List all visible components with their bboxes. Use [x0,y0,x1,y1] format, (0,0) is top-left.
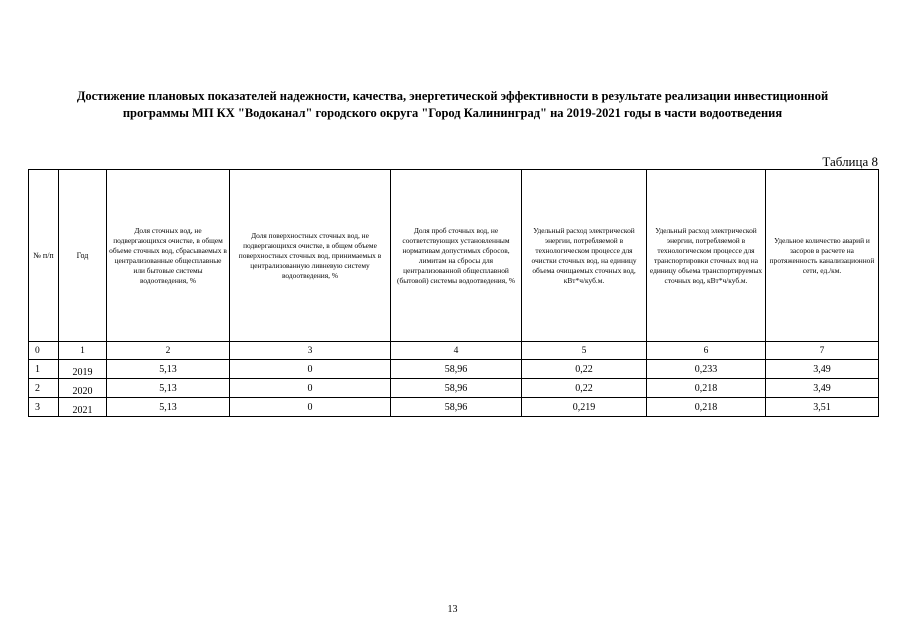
value-cell: 0,219 [522,398,647,417]
value-cell: 3,49 [766,360,879,379]
value-cell: 0 [230,360,391,379]
value-cell: 0 [230,379,391,398]
value-cell: 0 [230,398,391,417]
table-row [29,379,879,398]
column-number-row [29,342,879,360]
column-number-cell: 6 [647,342,766,360]
document-title [20,88,885,122]
header-cell-index: № п/п [29,170,59,342]
header-cell-energy-transport: Удельный расход электрической энергии, потребляемой в технологическом процессе для транспортировки сточных вод на единицу объема транспортируемых сточных вод, кВт*ч/куб.м. [647,170,766,342]
table-row [29,360,879,379]
table-row [29,398,879,417]
value-cell: 0,233 [647,360,766,379]
column-number-cell: 2 [107,342,230,360]
row-index-cell: 2 [29,379,59,398]
year-cell: 2021 [59,398,107,417]
value-cell: 58,96 [391,398,522,417]
page-number: 13 [447,604,458,615]
indicators-table [28,169,879,417]
column-number-cell: 1 [59,342,107,360]
column-number-cell: 4 [391,342,522,360]
header-cell-noncompliant-samples: Доля проб сточных вод, не соответствующих установленным нормативам допустимых сбросов, лимитам на сбросы для централизованной общесплавной (бытовой) системы водоотведения, % [391,170,522,342]
value-cell: 0,22 [522,379,647,398]
year-cell: 2019 [59,360,107,379]
header-cell-energy-treatment: Удельный расход электрической энергии, потребляемой в технологическом процессе для очистки сточных вод, на единицу объема очищаемых сточных вод, кВт*ч/куб.м. [522,170,647,342]
value-cell: 5,13 [107,360,230,379]
header-cell-accidents: Удельное количество аварий и засоров в расчете на протяженность канализационной сети, ед./км. [766,170,879,342]
column-number-cell: 0 [29,342,59,360]
year-cell: 2020 [59,379,107,398]
header-cell-untreated-share: Доля сточных вод, не подвергающихся очистке, в общем объеме сточных вод, сбрасываемых в централизованные общесплавные или бытовые системы водоотведения, % [107,170,230,342]
column-number-cell: 5 [522,342,647,360]
row-index-cell: 1 [29,360,59,379]
value-cell: 0,218 [647,398,766,417]
value-cell: 0,22 [522,360,647,379]
value-cell: 3,49 [766,379,879,398]
value-cell: 0,218 [647,379,766,398]
row-index-cell: 3 [29,398,59,417]
value-cell: 58,96 [391,360,522,379]
value-cell: 58,96 [391,379,522,398]
value-cell: 5,13 [107,398,230,417]
column-number-cell: 7 [766,342,879,360]
value-cell: 5,13 [107,379,230,398]
title-line-2: программы МП КХ "Водоканал" городского округа "Город Калининград" на 2019-2021 годы в части водоотведения [122,106,783,120]
column-number-cell: 3 [230,342,391,360]
header-cell-surface-untreated-share: Доля поверхностных сточных вод, не подвергающихся очистке, в общем объеме поверхностных сточных вод, принимаемых в централизованную ливневую систему водоотведения, % [230,170,391,342]
value-cell: 3,51 [766,398,879,417]
header-cell-year: Год [59,170,107,342]
header-row [29,170,879,342]
title-line-1: Достижение плановых показателей надежности, качества, энергетической эффективности в результате реализации инвестиционной [76,89,829,103]
table-caption: Таблица 8 [822,154,878,169]
